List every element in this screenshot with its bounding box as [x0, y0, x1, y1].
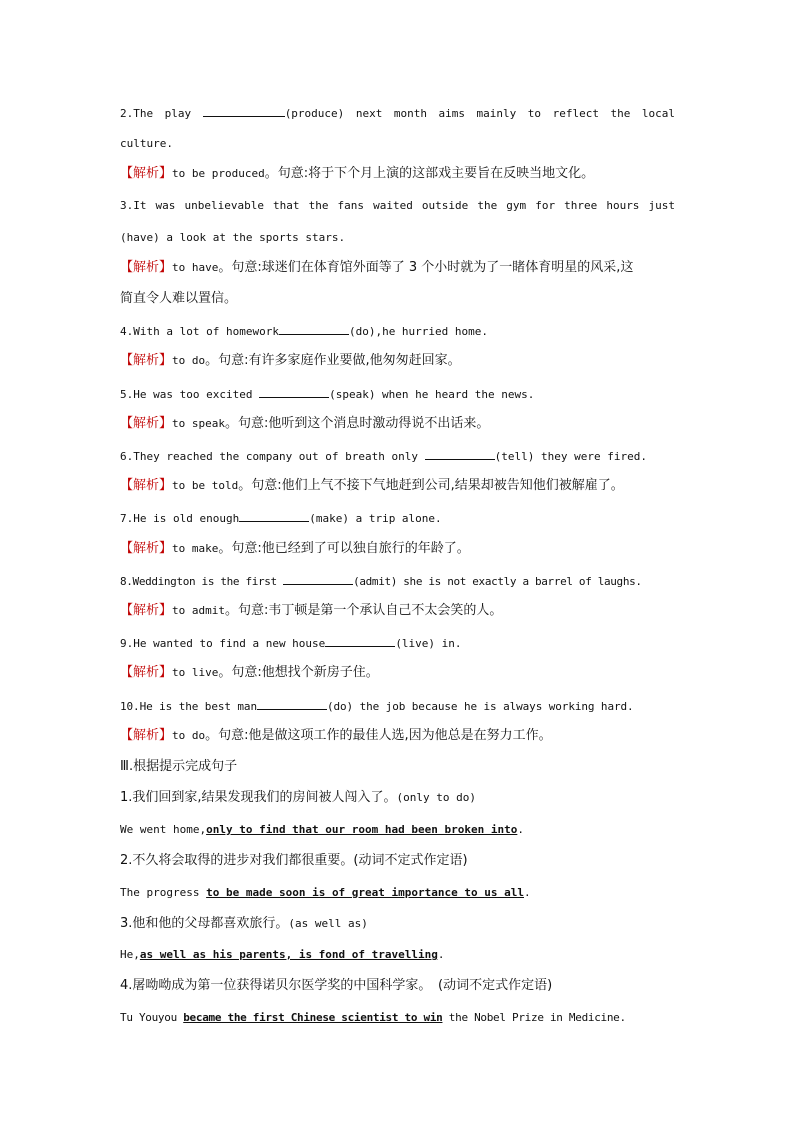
q4-answer: to do: [172, 354, 206, 367]
s2-text-pre: The progress: [120, 886, 200, 899]
q8-answer: to admit: [172, 604, 225, 617]
q8-question: [120, 573, 675, 589]
s4-prompt: [120, 978, 675, 993]
q8-blank: [283, 573, 353, 585]
s2-prompt: [120, 853, 675, 868]
q3-translation-1: 句意:球迷们在体育馆外面等了 3 个小时就为了一睹体育明星的风采,这: [231, 260, 634, 275]
q10-text-post: (do) the job because he is always working hard.: [326, 700, 634, 713]
q3-line-1: 3.It was unbelievable that the fans waited outside the gym for three hours just: [120, 199, 675, 212]
q6-answer: to be told: [172, 479, 239, 492]
separator: 。: [225, 416, 239, 431]
q2-text: (produce) next month aims mainly to reflect the local: [284, 107, 675, 120]
q2-blank: [203, 105, 285, 117]
q3-translation-2: 简直令人难以置信。: [120, 291, 238, 306]
s3-prompt-text: 3.他和他的父母都喜欢旅行。: [120, 916, 289, 931]
q9-answer: to live: [172, 666, 219, 679]
q5-analysis: [120, 416, 675, 431]
analysis-tag: 【解析】: [120, 353, 173, 368]
section-title: Ⅲ.根据提示完成句子: [120, 759, 238, 774]
q8-analysis: [120, 603, 675, 618]
q7-translation: 句意:他已经到了可以独自旅行的年龄了。: [231, 541, 470, 556]
q4-text-pre: 4.With a lot of homework: [120, 325, 279, 338]
q10-blank: [257, 698, 327, 710]
s1-hint: (only to do): [396, 791, 477, 804]
s1-answer: only to find that our room had been broken into: [206, 823, 518, 836]
s1-text-pre: We went home,: [120, 823, 207, 836]
analysis-tag: 【解析】: [120, 166, 173, 181]
s1-text-post: .: [517, 823, 524, 836]
analysis-tag: 【解析】: [120, 603, 173, 618]
analysis-tag: 【解析】: [120, 260, 173, 275]
q6-question: [120, 448, 675, 464]
s4-answer: became the first Chinese scientist to win: [183, 1011, 443, 1024]
q5-question: [120, 386, 675, 402]
s1-prompt: [120, 790, 675, 805]
separator: 。: [218, 665, 232, 680]
separator: 。: [225, 603, 239, 618]
separator: 。: [218, 260, 232, 275]
separator: 。: [205, 728, 219, 743]
q7-answer: to make: [172, 542, 219, 555]
q5-text-post: (speak) when he heard the news.: [329, 388, 535, 401]
s2-sentence: [120, 885, 675, 900]
q5-blank: [259, 386, 329, 398]
q3-answer: to have: [172, 261, 219, 274]
s4-text-pre: Tu Youyou: [120, 1011, 177, 1024]
analysis-tag: 【解析】: [120, 478, 173, 493]
analysis-tag: 【解析】: [120, 541, 173, 556]
q5-translation: 句意:他听到这个消息时激动得说不出话来。: [238, 416, 490, 431]
q2-number: 2.The play: [120, 107, 192, 120]
q9-analysis: [120, 665, 675, 680]
q2-line-1: [120, 105, 675, 121]
s1-prompt-text: 1.我们回到家,结果发现我们的房间被人闯入了。: [120, 790, 397, 805]
q10-text-pre: 10.He is the best man: [120, 700, 257, 713]
q7-analysis: [120, 541, 675, 556]
separator: 。: [205, 353, 219, 368]
q7-text-post: (make) a trip alone.: [309, 512, 442, 525]
q8-text-pre: 8.Weddington is the first: [120, 575, 277, 588]
analysis-tag: 【解析】: [120, 728, 173, 743]
q10-answer: to do: [172, 729, 206, 742]
q4-analysis: [120, 353, 675, 368]
s4-sentence: [120, 1010, 675, 1025]
s3-text-pre: He,: [120, 948, 140, 961]
separator: 。: [218, 541, 232, 556]
s3-hint: (as well as): [288, 917, 368, 930]
s4-prompt-text: 4.屠呦呦成为第一位获得诺贝尔医学奖的中国科学家。: [120, 978, 432, 993]
q7-question: [120, 510, 675, 526]
q7-text-pre: 7.He is old enough: [120, 512, 240, 525]
s2-answer: to be made soon is of great importance to us all: [206, 886, 524, 899]
separator: 。: [264, 166, 278, 181]
s2-prompt-text: 2.不久将会取得的进步对我们都很重要。: [120, 853, 354, 868]
s1-sentence: [120, 822, 675, 837]
q9-text-pre: 9.He wanted to find a new house: [120, 637, 326, 650]
q4-blank: [279, 323, 349, 335]
q6-blank: [425, 448, 495, 460]
separator: 。: [238, 478, 252, 493]
q4-text-post: (do),he hurried home.: [348, 325, 489, 338]
q2-analysis: [120, 166, 675, 181]
q2-answer: to be produced: [172, 167, 265, 180]
q4-question: [120, 323, 675, 339]
s3-sentence: [120, 947, 675, 962]
q6-translation: 句意:他们上气不接下气地赶到公司,结果却被告知他们被解雇了。: [251, 478, 624, 493]
s4-hint: (动词不定式作定语): [438, 978, 553, 993]
q9-text-post: (live) in.: [395, 637, 462, 650]
q10-question: [120, 698, 675, 714]
q6-text-pre: 6.They reached the company out of breath only: [120, 450, 419, 463]
q10-analysis: [120, 728, 675, 743]
s3-answer: as well as his parents, is fond of travelling: [139, 948, 438, 961]
s4-text-post: the Nobel Prize in Medicine.: [448, 1011, 626, 1024]
q3-analysis: [120, 260, 675, 275]
s2-hint: (动词不定式作定语): [353, 853, 468, 868]
analysis-tag: 【解析】: [120, 416, 173, 431]
s3-prompt: [120, 916, 675, 931]
q9-translation: 句意:他想找个新房子住。: [231, 665, 379, 680]
s3-text-post: .: [437, 948, 445, 961]
q5-text-pre: 5.He was too excited: [120, 388, 253, 401]
q6-text-post: (tell) they were fired.: [494, 450, 647, 463]
q8-text-post: (admit) she is not exactly a barrel of laughs.: [353, 575, 642, 588]
q10-translation: 句意:他是做这项工作的最佳人选,因为他总是在努力工作。: [218, 728, 552, 743]
analysis-tag: 【解析】: [120, 665, 173, 680]
q4-translation: 句意:有许多家庭作业要做,他匆匆赶回家。: [218, 353, 461, 368]
q2-translation: 句意:将于下个月上演的这部戏主要旨在反映当地文化。: [277, 166, 595, 181]
q8-translation: 句意:韦丁顿是第一个承认自己不太会笑的人。: [238, 603, 503, 618]
q7-blank: [239, 510, 309, 522]
q5-answer: to speak: [172, 417, 225, 430]
q3-line-2: (have) a look at the sports stars.: [120, 231, 346, 244]
q2-line-2: culture.: [120, 137, 173, 150]
q6-analysis: [120, 478, 675, 493]
q9-blank: [325, 635, 395, 647]
q9-question: [120, 635, 675, 651]
s2-text-post: .: [524, 886, 531, 899]
